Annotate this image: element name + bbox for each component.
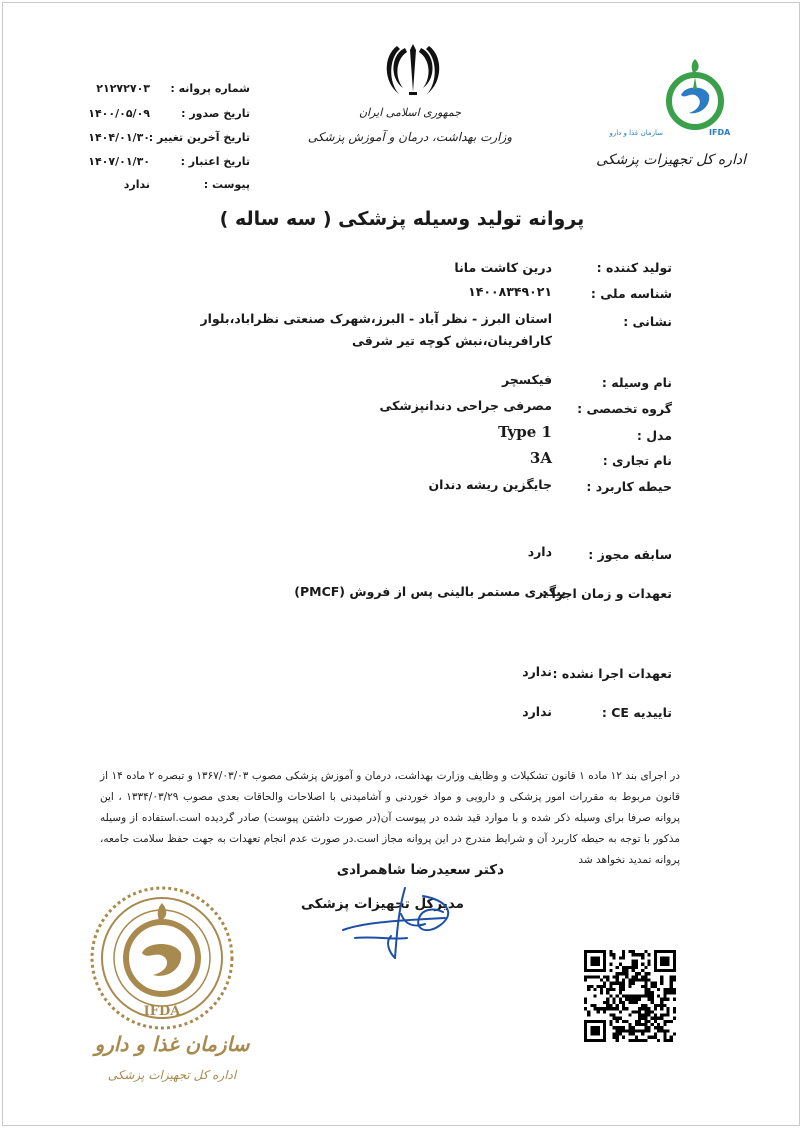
- ifda-seal-icon: [87, 883, 237, 1033]
- model-label: مدل :: [636, 428, 672, 443]
- meta-issue-date: [60, 107, 250, 129]
- license-history-value: دارد: [527, 544, 552, 559]
- device-name-label: نام وسیله :: [601, 375, 672, 390]
- attachment-value: ندارد: [123, 178, 150, 191]
- qr-code-icon: [584, 950, 676, 1042]
- manufacturer-label: تولید کننده :: [596, 260, 672, 275]
- usage-label: حیطه کاربرد :: [586, 479, 672, 494]
- national-id-label: شناسه ملی :: [590, 286, 672, 301]
- last-change-value: ۱۴۰۴/۰۱/۳۰: [88, 131, 150, 144]
- ifda-logo-icon: [609, 55, 735, 140]
- signatory-title: مدیرکل تجهیزات پزشکی: [301, 896, 464, 912]
- license-number-label: شماره پروانه :: [170, 82, 250, 95]
- meta-license-number: [60, 82, 250, 104]
- signatory-name: دکتر سعیدرضا شاهمرادی: [336, 862, 504, 878]
- emblem-line-2: وزارت بهداشت، درمان و آموزش پزشکی: [307, 130, 513, 144]
- license-number-value: ۲۱۲۷۲۷۰۳: [96, 82, 150, 95]
- commitments-value: پیگیری مستمر بالینی پس از فروش (PMCF): [294, 584, 566, 599]
- national-id-value: ۱۴۰۰۸۳۴۹۰۲۱: [468, 284, 552, 299]
- unfulfilled-label: تعهدات اجرا نشده :: [552, 666, 672, 681]
- validity-label: تاریخ اعتبار :: [180, 155, 250, 168]
- trade-name-value: 3A: [529, 449, 552, 467]
- usage-value: جایگزین ریشه دندان: [428, 477, 552, 492]
- meta-last-change: [60, 131, 250, 153]
- ce-label: تاییدیه CE :: [601, 705, 672, 720]
- issue-date-label: تاریخ صدور :: [181, 107, 250, 120]
- specialty-group-label: گروه تخصصی :: [577, 401, 672, 416]
- issue-date-value: ۱۴۰۰/۰۵/۰۹: [88, 107, 150, 120]
- commitments-label: تعهدات و زمان اجرا :: [542, 586, 672, 601]
- meta-validity: [60, 155, 250, 177]
- ifda-logo-caption: اداره کل تجهیزات پزشکی: [596, 152, 746, 168]
- seal-line-2: اداره کل تجهیزات پزشکی: [107, 1068, 237, 1082]
- device-name-value: فیکسچر: [501, 372, 552, 387]
- ce-value: ندارد: [522, 704, 552, 719]
- meta-attachment: [60, 178, 250, 200]
- manufacturer-value: درین کاشت مانا: [454, 260, 552, 275]
- seal-abbr: IFDA: [143, 1004, 181, 1019]
- address-value: استان البرز - نظر آباد - البرز،شهرک صنعتی نظراباد،بلوار کارافرینان،نبش کوچه تیر شرقی: [200, 311, 552, 348]
- signature-scribble-icon: [335, 878, 465, 968]
- trade-name-label: نام تجاری :: [602, 453, 672, 468]
- page-title: پروانه تولید وسیله پزشکی ( سه ساله ): [219, 208, 585, 230]
- seal-line-1: سازمان غذا و دارو: [94, 1032, 250, 1056]
- iran-emblem-icon: [383, 42, 443, 98]
- last-change-label: تاریخ آخرین تغییر :: [148, 131, 250, 144]
- attachment-label: پیوست :: [203, 178, 250, 191]
- validity-value: ۱۴۰۷/۰۱/۳۰: [88, 155, 150, 168]
- unfulfilled-value: ندارد: [522, 664, 552, 679]
- emblem-line-1: جمهوری اسلامی ایران: [358, 106, 462, 119]
- legal-text: در اجرای بند ۱۲ ماده ۱ قانون تشکیلات و وظایف وزارت بهداشت، درمان و آموزش پزشکی مصوب ۱۳۶۷/۰۳/۰۳ و تبصره ۲ ماده ۱۴ از قانون مربوط به مقررات امور پزشکی و دارویی و مواد خوردنی و آشامیدنی با اصلاحات والحاقات بعدی مصوب ۱۳۳۴/۰۳/۲۹ ، این پروانه صرفا برای وسیله ذکر شده و با موارد قید شده در پیوست آن(در صورت داشتن پیوست) صادر گردیده است.استفاده از وسیله مذکور با توجه به حیطه کاربرد آن و شرایط مندرج در این پروانه مجاز است.در صورت عدم انجام تعهدات به جهت حفظ سلامت جامعه، پروانه تمدید نخواهد شد: [100, 770, 681, 866]
- specialty-group-value: مصرفی جراحی دندانپزشکی: [379, 398, 552, 413]
- address-label: نشانی :: [623, 314, 672, 329]
- ifda-logo-abbr: IFDA: [709, 128, 731, 137]
- model-value: Type 1: [498, 423, 552, 441]
- license-history-label: سابقه مجوز :: [588, 547, 672, 562]
- ifda-logo-small-text: سازمان غذا و دارو: [609, 129, 663, 137]
